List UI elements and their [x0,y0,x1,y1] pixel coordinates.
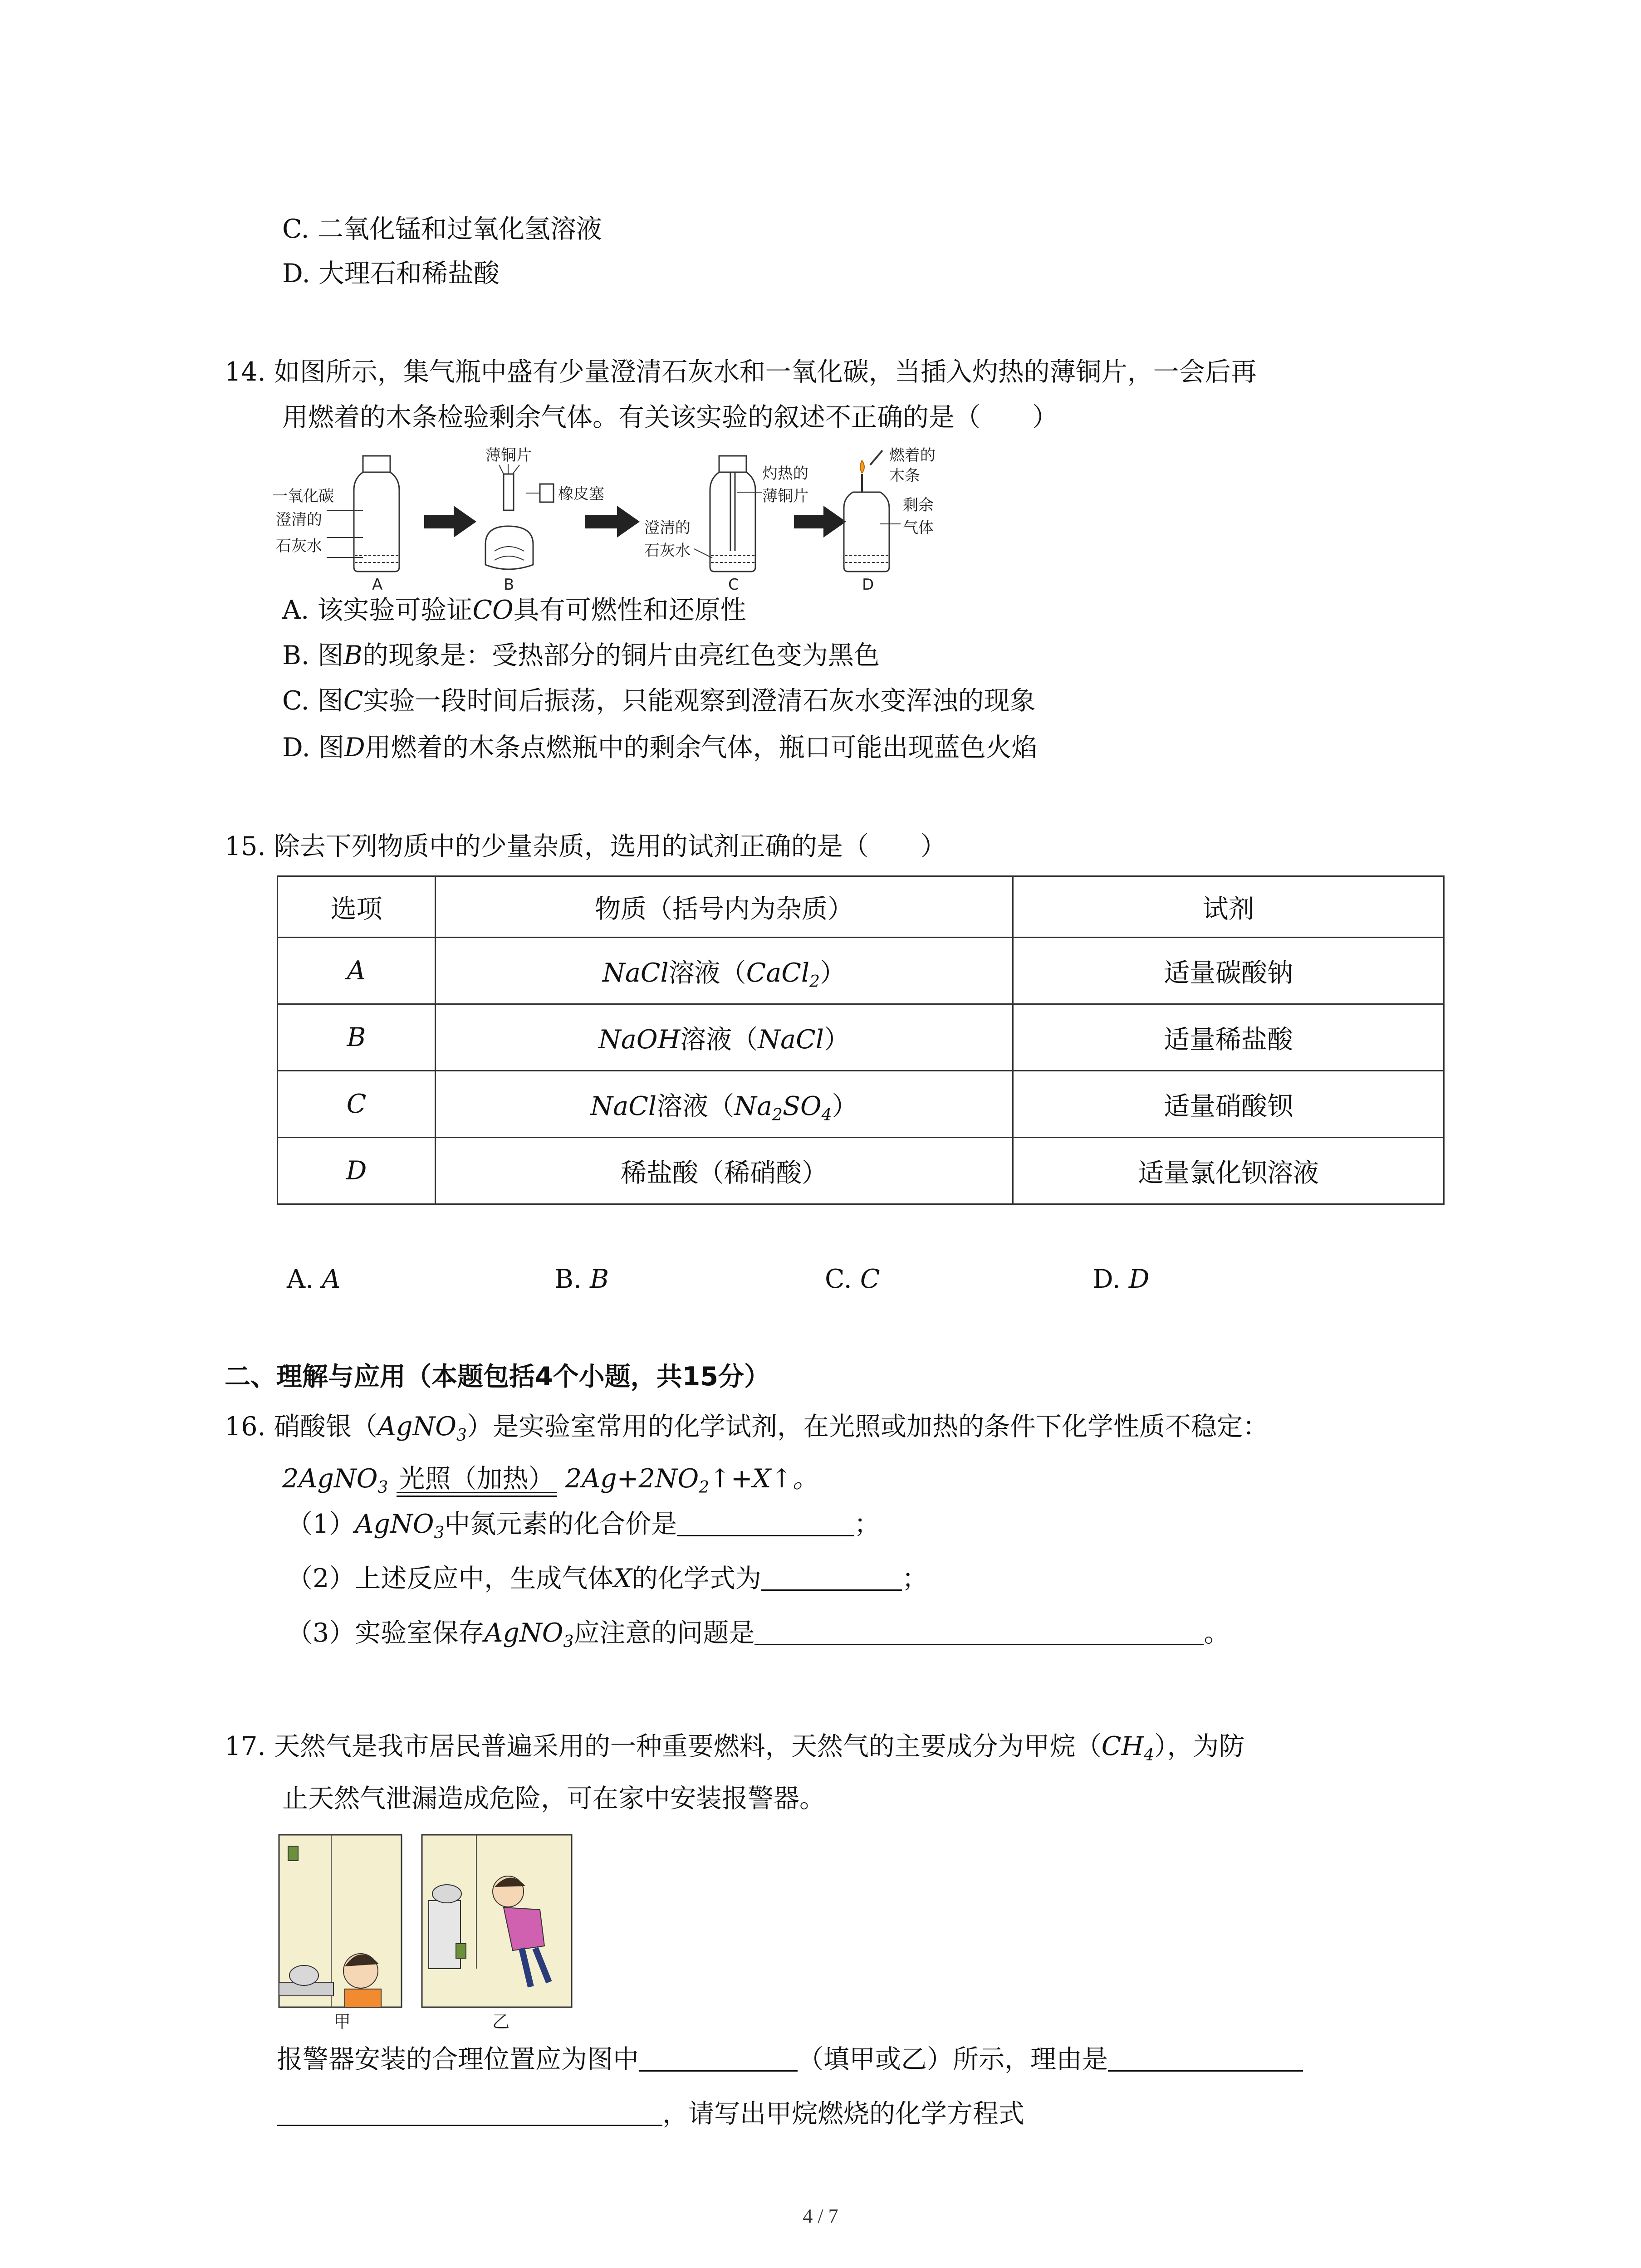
arrow-icon [585,506,640,538]
label-lime-1: 澄清的 [276,511,322,529]
table-row [278,1138,1444,1204]
label-lime-c-2: 石灰水 [644,542,691,560]
label-burning-1: 燃着的 [889,447,936,464]
label-b: B [504,576,514,592]
cell-reagent: 适量稀盐酸 [1013,1004,1444,1071]
q14-option-a: A. 该实验可验证CO具有可燃性和还原性 [282,595,746,625]
header-substance: 物质（括号内为杂质） [436,876,1013,938]
q17-stem-line1: 17. 天然气是我市居民普遍采用的一种重要燃料，天然气的主要成分为甲烷$(CH_4)$，为防 [225,1731,1245,1765]
flame-icon [860,460,864,473]
cell-substance: NaCl溶液$(Na_2SO_4)$ [436,1071,1013,1138]
answer-blank[interactable] [754,1617,1204,1645]
table-row [278,938,1444,1004]
cell-substance: NaCl溶液（CaCl$_2$） [436,938,1013,1004]
cell-reagent: 适量氯化钡溶液 [1013,1138,1444,1204]
page-number: 4 / 7 [803,2205,838,2227]
q15-table [277,875,1445,1205]
label-c: C [728,576,739,592]
label-stopper: 橡皮塞 [558,485,604,503]
header-option: 选项 [278,876,436,938]
q15-answer-b: B. B [554,1264,609,1294]
label-d: D [862,576,874,592]
q14-option-d: D. 图D用燃着的木条点燃瓶中的剩余气体，瓶口可能出现蓝色火焰 [282,733,1038,763]
label-jia: 甲 [333,2012,351,2032]
q14-apparatus-figure [272,447,980,592]
q13-option-c: C. 二氧化锰和过氧化氢溶液 [282,214,602,244]
q15-stem: 15. 除去下列物质中的少量杂质，选用的试剂正确的是（ ） [225,831,946,861]
cell-reagent: 适量硝酸钡 [1013,1071,1444,1138]
label-lime-c-1: 澄清的 [644,519,691,537]
q16-part1: （1）AgNO$_3$中氮元素的化合价是 ； [287,1506,880,1542]
label-co: 一氧化碳 [272,487,334,505]
table-header-row [278,876,1444,938]
panel-yi [422,1835,572,2032]
panel-jia [279,1835,402,2032]
section-2-title: 二、理解与应用（本题包括4个小题，共15分） [225,1362,770,1392]
q14-stem-line2: 用燃着的木条检验剩余气体。有关该实验的叙述不正确的是（ ） [282,402,1058,432]
q16-part2: （2）上述反应中，生成气体X的化学式为 ； [287,1560,928,1597]
q14-option-c: C. 图C实验一段时间后振荡，只能观察到澄清石灰水变浑浊的现象 [282,686,1036,716]
q17-stem-line2: 止天然气泄漏造成危险，可在家中安装报警器。 [282,1784,825,1813]
table-row [278,1071,1444,1138]
header-reagent: 试剂 [1013,876,1444,938]
q15-answer-c: C. C [825,1264,880,1294]
cell-option: D [278,1138,436,1204]
q13-option-d: D. 大理石和稀盐酸 [282,259,500,288]
answer-blank[interactable] [761,1562,902,1591]
label-remain-2: 气体 [903,519,934,537]
arrow-icon [794,506,846,538]
bottle-d [844,447,936,592]
cell-option: C [278,1071,436,1138]
arrow-icon [424,506,476,538]
bottle-c [644,456,808,592]
q17-question-line1: 报警器安装的合理位置应为图中 （填甲或乙）所示，理由是 [277,2041,1303,2077]
q17-alarm-figure [277,1833,576,2032]
label-remain-1: 剩余 [903,496,934,514]
label-copper: 薄铜片 [485,447,532,464]
label-burning-2: 木条 [889,467,920,485]
q16-part3: （3）实验室保存AgNO$_3$应注意的问题是 。 [287,1615,1230,1651]
cell-reagent: 适量碳酸钠 [1013,938,1444,1004]
answer-blank[interactable] [677,1508,854,1536]
label-hot-copper-1: 灼热的 [762,464,808,483]
label-a: A [372,576,383,592]
q14-option-b: B. 图B的现象是：受热部分的铜片由亮红色变为黑色 [282,640,880,670]
bottle-a [272,456,399,592]
reaction-condition: 光照（加热） [397,1461,557,1497]
q16-equation: 2AgNO$_3$ 光照（加热） $2Ag+2NO_2↑+X↑$。 [282,1461,818,1497]
label-lime-2: 石灰水 [276,537,322,555]
cell-option: B [278,1004,436,1071]
q16-stem: 16. 硝酸银（AgNO$_3$）是实验室常用的化学试剂，在光照或加热的条件下化学性质不稳定： [225,1412,1269,1445]
q15-answer-a: A. A [287,1264,341,1294]
cell-substance: NaOH溶液（NaCl） [436,1004,1013,1071]
cell-option: A [278,938,436,1004]
alarm-icon [456,1944,466,1958]
q14-stem-line1: 14. 如图所示，集气瓶中盛有少量澄清石灰水和一氧化碳，当插入灼热的薄铜片，一会后再 [225,357,1257,387]
cell-substance: 稀盐酸（稀硝酸） [436,1138,1013,1204]
answer-blank[interactable] [639,2043,798,2072]
answer-blank[interactable] [1108,2043,1303,2072]
q15-answer-d: D. D [1092,1264,1150,1294]
q17-question-line2: ，请写出甲烷燃烧的化学方程式 [277,2096,1024,2132]
label-hot-copper-2: 薄铜片 [762,487,808,505]
table-row [278,1004,1444,1071]
answer-blank[interactable] [277,2097,662,2126]
label-yi: 乙 [492,2012,510,2032]
alarm-icon [288,1846,298,1861]
